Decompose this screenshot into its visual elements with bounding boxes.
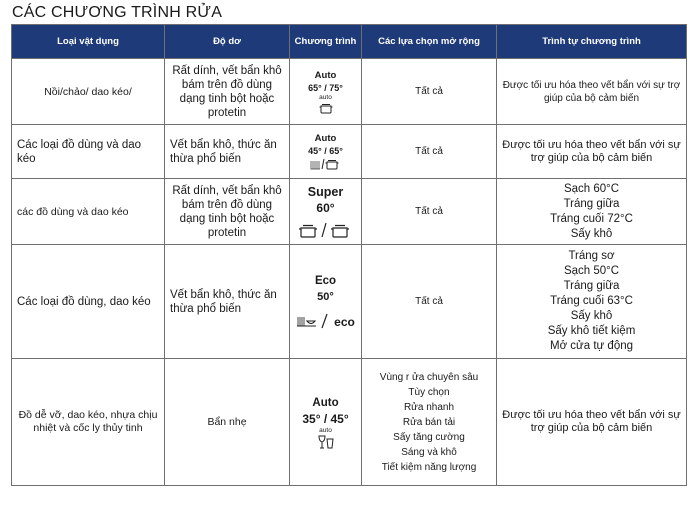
table-row [12, 59, 687, 125]
program-name: Auto [314, 69, 337, 81]
sequence-step: Sấy khô [570, 227, 613, 240]
sequence-step: Sạch 50°C [563, 265, 620, 277]
option-item: Tiết kiệm năng lượng [381, 461, 477, 473]
option-item: Rửa bán tải [402, 416, 456, 428]
item-type-text: các đồ dùng và dao kéo [17, 205, 129, 218]
program-name: Auto [314, 133, 337, 144]
option-item: Tùy chọn [408, 386, 450, 398]
item-type-text: Nồi/chảo/ dao kéo/ [44, 85, 132, 98]
soil-text: Vết bẩn khô, thức ăn thừa phổ biến [170, 138, 277, 165]
table-row [12, 125, 687, 179]
soil-cell [165, 125, 290, 179]
options-cell [362, 59, 497, 125]
sequence-step: Sấy khô tiết kiệm [547, 325, 636, 337]
options-text: Tất cả [415, 146, 443, 157]
program-auto-label: auto [319, 93, 332, 101]
options-cell [362, 179, 497, 245]
soil-text: Rất dính, vết bẩn khô bám trên đồ dùng dạng tinh bột hoặc protetin [172, 184, 282, 239]
sequence-cell [497, 179, 687, 245]
program-name: Auto [312, 396, 339, 409]
program-cell [290, 359, 362, 486]
item-type-cell [12, 59, 165, 125]
eco-label: eco [334, 315, 355, 329]
program-temp: 50° [317, 291, 334, 303]
sequence-cell [497, 125, 687, 179]
soil-text: Bẩn nhẹ [207, 416, 247, 428]
program-temp: 35° / 45° [302, 411, 349, 426]
soil-text: Rất dính, vết bẩn khô bám trên đồ dùng dạng tinh bột hoặc protetin [172, 64, 282, 119]
program-cell [290, 59, 362, 125]
option-item: Sáng và khô [401, 446, 457, 458]
plates-eco-icon [296, 313, 332, 329]
item-type-cell [12, 359, 165, 486]
pot-icon [319, 102, 333, 114]
table-header-row [12, 25, 687, 59]
sequence-step: Tráng giữa [563, 280, 620, 292]
item-type-cell [12, 245, 165, 359]
program-table [11, 24, 687, 486]
sequence-step: Tráng cuối 63°C [550, 295, 633, 307]
program-temp: 60° [316, 201, 335, 215]
soil-cell [165, 359, 290, 486]
item-type-text: Các loại đồ dùng và dao kéo [17, 138, 142, 165]
header-soil-level: Độ dơ [165, 25, 290, 59]
options-cell [362, 359, 497, 486]
options-text: Tất cả [415, 206, 443, 217]
sequence-step: Tráng giữa [563, 197, 620, 210]
option-item: Sấy tăng cường [393, 431, 465, 443]
item-type-text: Đồ dễ vỡ, dao kéo, nhựa chịu nhiệt và cốc ly thủy tinh [18, 409, 158, 434]
item-type-text: Các loại đồ dùng, dao kéo [17, 295, 151, 308]
sequence-cell [497, 359, 687, 486]
sequence-text: Được tối ưu hóa theo vết bẩn với sự trợ giúp của bộ cảm biến [502, 79, 681, 104]
soil-cell [165, 179, 290, 245]
item-type-cell [12, 179, 165, 245]
sequence-text: Được tối ưu hóa theo vết bẩn với sự trợ giúp của bộ cảm biến [502, 409, 681, 434]
header-options: Các lựa chọn mở rộng [362, 25, 497, 59]
option-item: Vùng r ửa chuyên sâu [379, 371, 479, 383]
soil-text: Vết bẩn khô, thức ăn thừa phổ biến [170, 288, 277, 315]
plates-pot-icon [310, 158, 342, 170]
options-text: Tất cả [415, 86, 443, 97]
header-item-type: Loại vật dụng [12, 25, 165, 59]
sequence-step: Mở cửa tự động [549, 340, 634, 352]
table-row [12, 179, 687, 245]
soil-cell [165, 245, 290, 359]
options-text: Tất cả [415, 296, 443, 307]
item-type-cell [12, 125, 165, 179]
program-temp: 45° / 65° [308, 146, 343, 156]
program-cell [290, 245, 362, 359]
option-item: Rửa nhanh [403, 401, 455, 413]
program-cell [290, 125, 362, 179]
options-cell [362, 125, 497, 179]
table-row [12, 359, 687, 486]
sequence-step: Tráng sơ [568, 250, 615, 262]
program-name: Super [307, 185, 344, 199]
header-sequence: Trình tự chương trình [497, 25, 687, 59]
page-title: CÁC CHƯƠNG TRÌNH RỬA [12, 4, 223, 21]
program-temp: 65° / 75° [308, 82, 343, 93]
program-name: Eco [314, 275, 337, 287]
sequence-cell [497, 245, 687, 359]
header-program: Chương trình [290, 25, 362, 59]
program-cell [290, 179, 362, 245]
two-pots-icon [298, 222, 354, 238]
sequence-step: Sấy khô [570, 310, 613, 322]
sequence-step: Sạch 60°C [563, 182, 620, 195]
sequence-cell [497, 59, 687, 125]
glass-icon [317, 435, 335, 449]
table-row [12, 245, 687, 359]
sequence-step: Tráng cuối 72°C [550, 212, 633, 225]
sequence-text: Được tối ưu hóa theo vết bẩn với sự trợ giúp của bộ cảm biến [502, 138, 681, 164]
program-auto-label: auto [319, 426, 332, 434]
options-cell [362, 245, 497, 359]
soil-cell [165, 59, 290, 125]
